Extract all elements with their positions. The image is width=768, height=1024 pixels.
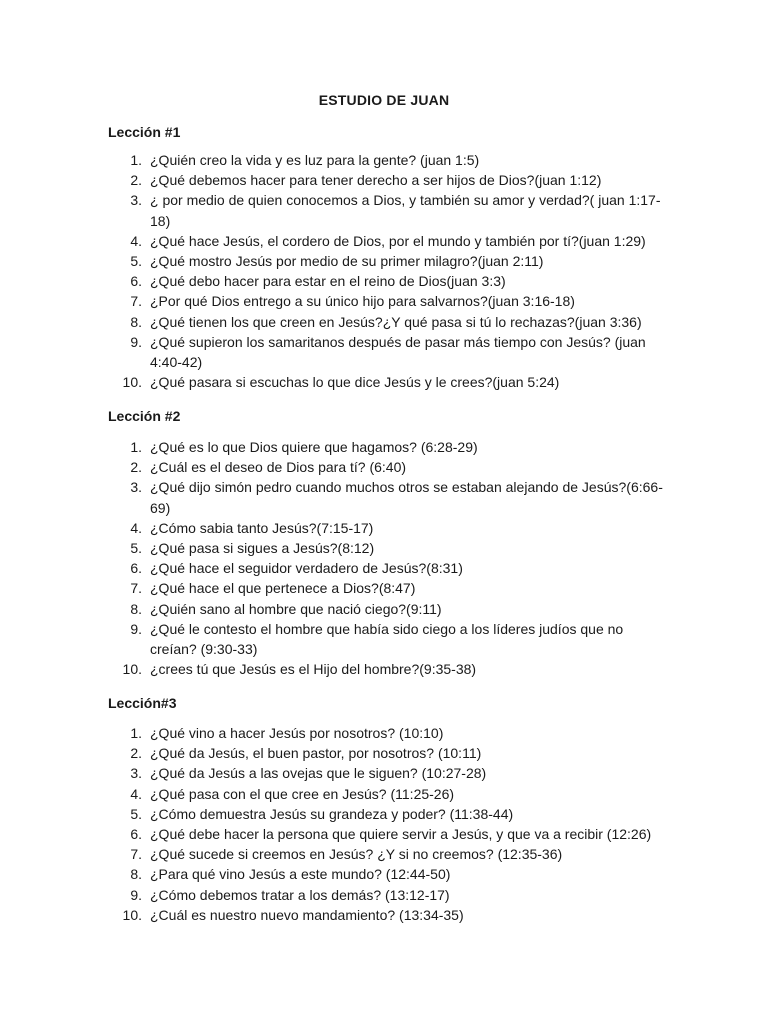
question-number: 7. — [130, 580, 142, 597]
page-title: ESTUDIO DE JUAN — [318, 92, 450, 108]
list-item — [108, 844, 668, 864]
question-number: 5. — [130, 253, 142, 270]
list-item — [108, 864, 668, 884]
list-item — [108, 332, 668, 372]
question-number: 10. — [122, 906, 142, 923]
question-text: ¿Quién creo la vida y es luz para la gente? (juan 1:5) — [150, 152, 480, 168]
question-text: ¿Cuál es el deseo de Dios para tí? (6:40) — [150, 459, 407, 476]
question-number: 1. — [130, 439, 142, 455]
question-text: ¿Qué hace Jesús, el cordero de Dios, por el mundo y también por tí?(juan 1:29) — [150, 232, 646, 249]
question-number: 4. — [130, 785, 142, 802]
question-text: ¿Quién sano al hombre que nació ciego?(9:11) — [150, 600, 442, 617]
question-text: ¿Qué da Jesús, el buen pastor, por nosotros? (10:11) — [150, 745, 482, 762]
list-item — [108, 558, 668, 578]
question-number: 6. — [130, 826, 142, 843]
question-text: ¿Cómo sabia tanto Jesús?(7:15-17) — [150, 519, 374, 536]
question-number: 3. — [130, 192, 142, 209]
question-number: 5. — [130, 805, 142, 822]
list-item — [108, 271, 668, 291]
question-text: ¿Qué pasa con el que cree en Jesús? (11:25-26) — [150, 785, 455, 802]
lesson-heading-3: Lección#3 — [108, 695, 177, 711]
question-number: 7. — [130, 293, 142, 310]
question-number: 1. — [130, 725, 142, 741]
question-text: ¿Qué pasara si escuchas lo que dice Jesús y le crees?(juan 5:24) — [150, 374, 560, 391]
question-number: 9. — [130, 333, 142, 350]
question-text: ¿ por medio de quien conocemos a Dios, y también su amor y verdad?( juan 1:17-18) — [150, 192, 661, 229]
list-item — [108, 763, 668, 783]
question-text: ¿Por qué Dios entrego a su único hijo para salvarnos?(juan 3:16-18) — [150, 293, 575, 310]
list-item — [108, 170, 668, 190]
question-text: ¿Qué es lo que Dios quiere que hagamos? (6:28-29) — [150, 439, 478, 455]
question-text: ¿Qué le contesto el hombre que había sido ciego a los líderes judíos que no creían? (9:30-33) — [150, 620, 624, 658]
list-item — [108, 150, 668, 170]
list-item — [108, 578, 668, 598]
lesson-heading-1: Lección #1 — [108, 124, 181, 140]
list-item — [108, 312, 668, 332]
list-item — [108, 804, 668, 824]
question-number: 1. — [130, 152, 142, 168]
list-item — [108, 659, 668, 679]
question-text: ¿Qué pasa si sigues a Jesús?(8:12) — [150, 540, 375, 557]
list-item — [108, 251, 668, 271]
question-text: ¿Qué mostro Jesús por medio de su primer milagro?(juan 2:11) — [150, 253, 544, 270]
list-item — [108, 784, 668, 804]
question-text: ¿Qué sucede si creemos en Jesús? ¿Y si no creemos? (12:35-36) — [150, 846, 563, 863]
question-text: ¿Cómo debemos tratar a los demás? (13:12-17) — [150, 886, 450, 903]
list-item — [108, 190, 668, 230]
question-number: 4. — [130, 519, 142, 536]
question-text: ¿Qué tienen los que creen en Jesús?¿Y qué pasa si tú lo rechazas?(juan 3:36) — [150, 313, 642, 330]
list-item — [108, 723, 668, 743]
question-text: ¿Cómo demuestra Jesús su grandeza y poder? (11:38-44) — [150, 805, 514, 822]
list-item — [108, 437, 668, 457]
question-number: 3. — [130, 765, 142, 782]
question-text: ¿Qué vino a hacer Jesús por nosotros? (10:10) — [150, 725, 444, 741]
question-number: 8. — [130, 600, 142, 617]
question-number: 7. — [130, 846, 142, 863]
question-text: ¿Qué hace el seguidor verdadero de Jesús?(8:31) — [150, 560, 463, 577]
list-item — [108, 885, 668, 905]
question-text: ¿Qué supieron los samaritanos después de pasar más tiempo con Jesús? (juan 4:40-42) — [150, 333, 646, 371]
question-text: ¿Qué debo hacer para estar en el reino de Dios(juan 3:3) — [150, 273, 506, 290]
lesson-heading-2: Lección #2 — [108, 408, 181, 424]
question-number: 10. — [122, 661, 142, 678]
list-item — [108, 372, 668, 392]
question-text: ¿Qué da Jesús a las ovejas que le siguen? (10:27-28) — [150, 765, 487, 782]
list-item — [108, 619, 668, 659]
list-item — [108, 477, 668, 517]
question-number: 9. — [130, 886, 142, 903]
list-item — [108, 599, 668, 619]
list-item — [108, 824, 668, 844]
list-item — [108, 457, 668, 477]
question-number: 8. — [130, 313, 142, 330]
list-item — [108, 518, 668, 538]
question-text: ¿Qué debemos hacer para tener derecho a ser hijos de Dios?(juan 1:12) — [150, 172, 602, 189]
list-item — [108, 538, 668, 558]
question-number: 3. — [130, 479, 142, 496]
question-text: ¿Qué hace el que pertenece a Dios?(8:47) — [150, 580, 416, 597]
question-text: ¿Para qué vino Jesús a este mundo? (12:44-50) — [150, 866, 451, 883]
lesson-3-question-list — [108, 723, 668, 925]
question-number: 6. — [130, 273, 142, 290]
lesson-1-question-list — [108, 150, 668, 392]
question-text: ¿Qué debe hacer la persona que quiere servir a Jesús, y que va a recibir (12:26) — [150, 826, 652, 843]
question-number: 9. — [130, 620, 142, 637]
lesson-2-question-list — [108, 437, 668, 679]
question-number: 10. — [122, 374, 142, 391]
question-number: 4. — [130, 232, 142, 249]
list-item — [108, 743, 668, 763]
list-item — [108, 905, 668, 925]
question-number: 2. — [130, 745, 142, 762]
question-number: 8. — [130, 866, 142, 883]
question-number: 6. — [130, 560, 142, 577]
list-item — [108, 231, 668, 251]
question-text: ¿Cuál es nuestro nuevo mandamiento? (13:34-35) — [150, 906, 464, 923]
question-number: 2. — [130, 459, 142, 476]
list-item — [108, 291, 668, 311]
question-number: 5. — [130, 540, 142, 557]
question-number: 2. — [130, 172, 142, 189]
question-text: ¿Qué dijo simón pedro cuando muchos otros se estaban alejando de Jesús?(6:66-69) — [150, 479, 663, 516]
question-text: ¿crees tú que Jesús es el Hijo del hombre?(9:35-38) — [150, 661, 477, 678]
